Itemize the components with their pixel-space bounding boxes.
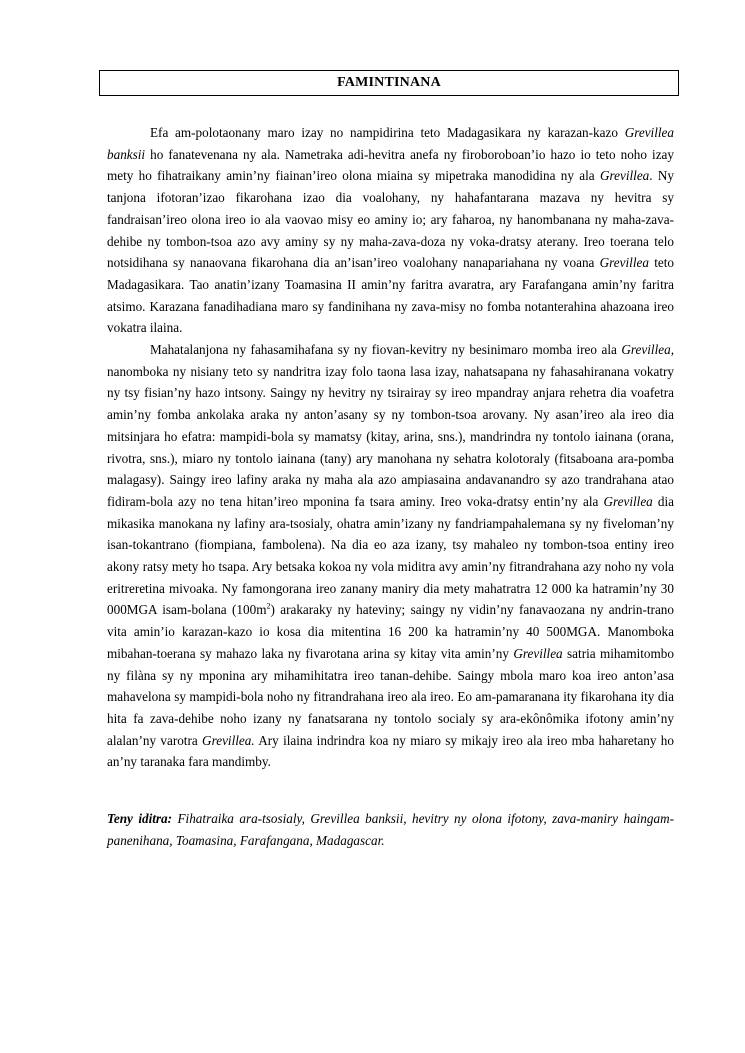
p1-species-name-1: Grevillea banksii bbox=[107, 125, 674, 162]
keywords-block bbox=[107, 808, 674, 851]
p2-text-5: satria mihamitombo ny filàna sy ny mponina ary mihamihitatra ireo tanan-dehibe. Saingy mbola maro koa ireo anton’asa mahavelona sy mampidi-bola noho ny fitrandrahana ireo ala ireo. Eo am-pamaranana ity fikarohana ity dia hita fa zava-dehibe noho izany ny fanatsarana ny tontolo socialy sy ara-ekônômika ifotony amin’ny alalan’ny varotra bbox=[107, 645, 674, 748]
abstract-paragraph-2 bbox=[107, 339, 674, 773]
keywords-list: Fihatraika ara-tsosialy, Grevillea banksii, hevitry ny olona ifotony, zava-maniry haingam-panenihana, Toamasina, Farafangana, Madagascar. bbox=[107, 811, 675, 848]
p2-genus-name-1: Grevillea, bbox=[621, 342, 674, 358]
p2-text-2: nanomboka ny nisiany teto sy nandritra izay folo taona lasa izay, nahatsapana ny fahasahiranana vokatry ny tsy fisian’ny hazo intsony. Saingy ny hevitry ny tsirairay sy ireo mpandray anjara rehetra dia voafetra amin’ny fomba ankolaka araka ny anton’asany sy ny tombon-tsoa arovany. Ny asan’ireo ala ireo dia mitsinjara ho efatra: mampidi-bola sy mamatsy (kitay, arina, sns.), mandrindra ny tontolo iainana (orana, rivotra, sns.), miaro ny tontolo iainana (tany) ary manohana ny sehatra kolotoraly (fitsaboana ara-pomba malagasy). Saingy ireo lafiny araka ny maha ala azo ampiasaina andavanandro sy azo trandrahana atao fidiram-bola azy no tena hitan’ireo mponina fa tsara aminy. Ireo voka-dratsy entin’ny ala bbox=[107, 363, 674, 509]
keywords-label: Teny iditra: bbox=[107, 811, 173, 826]
p2-genus-name-4: Grevillea. bbox=[202, 732, 255, 748]
p2-text-3: dia mikasika manokana ny lafiny ara-tsosialy, ohatra amin’izany ny fandriampahalemana sy ny fiveloman’ny isan-tokantrano (fiompiana, fambolena). Na dia eo aza izany, tsy mahaleo ny tombon-tsoa entiny ireo akony ratsy mety ho tsapa. Ary betsaka kokoa ny vola miditra avy amin’ny fitrandrahana azy noho ny vola eritreretina mivoaka. Ny famongorana ireo zanany maniry dia mety mahatratra 12 000 ka hatramin’ny 30 000MGA isam-bolana (100m bbox=[107, 493, 674, 618]
abstract-body bbox=[107, 122, 674, 773]
summary-title-box bbox=[99, 70, 679, 96]
p2-text-1: Mahatalanjona ny fahasamihafana sy ny fiovan-kevitry ny besinimaro momba ireo ala bbox=[150, 342, 622, 358]
p1-text-2: ho fanatevenana ny ala. Nametraka adi-hevitra anefa ny firoboroboan’io hazo io teto noho izay mety ho fihatraikany amin’ny fiainan’ireo olona miaina sy mipetraka manodidina ny ala bbox=[107, 146, 674, 184]
p2-text-6: Ary ilaina indrindra koa ny miaro sy mikajy ireo ala ireo mba haharetany ho an’ny taranaka fara mandimby. bbox=[107, 732, 674, 770]
p2-genus-name-2: Grevillea bbox=[603, 493, 653, 509]
summary-title: FAMINTINANA bbox=[337, 75, 441, 90]
p2-genus-name-3: Grevillea bbox=[513, 645, 563, 661]
p1-text-1: Efa am-polotaonany maro izay no nampidirina teto Madagasikara ny karazan-kazo bbox=[150, 125, 625, 140]
p2-superscript: 2 bbox=[266, 602, 271, 612]
p1-text-4: teto Madagasikara. Tao anatin’izany Toamasina II amin’ny faritra avaratra, ary Farafangana amin’ny faritra atsimo. Karazana fanadihadiana maro sy fandinihana ny zava-misy no fomba notanterahina ahazoana ireo vokatra ilaina. bbox=[107, 255, 674, 336]
abstract-paragraph-1 bbox=[107, 122, 674, 339]
p1-genus-name-2: Grevillea bbox=[599, 255, 649, 271]
p1-text-3: . Ny tanjona ifotoran’izao fikarohana izao dia voalohany, ny hahafantarana mazava ny hevitra sy fandraisan’ireo olona ireo io ala vaovao misy eo aminy io; ary faharoa, ny hanombanana ny maha-zava-dehibe ny tombon-tsoa azo avy aminy sy ny maha-zava-doza ny voka-dratsy aterany. Ireo toerana telo notsidihana sy nanaovana fikarohana dia an’isan’ireo voalohany nanapariahana ny voana bbox=[107, 168, 674, 271]
p1-genus-name-1: Grevillea bbox=[599, 168, 650, 184]
p2-text-4: ) arakaraky ny hateviny; saingy ny vidin’ny fanavaozana ny andrin-trano vita amin’io karazan-kazo io kosa dia mitentina 16 200 ka hatramin’ny 40 500MGA. Manomboka mibahan-toerana sy mahazo laka ny fivarotana arina sy kitay vita amin’ny bbox=[107, 602, 674, 661]
keywords-paragraph bbox=[107, 808, 674, 851]
